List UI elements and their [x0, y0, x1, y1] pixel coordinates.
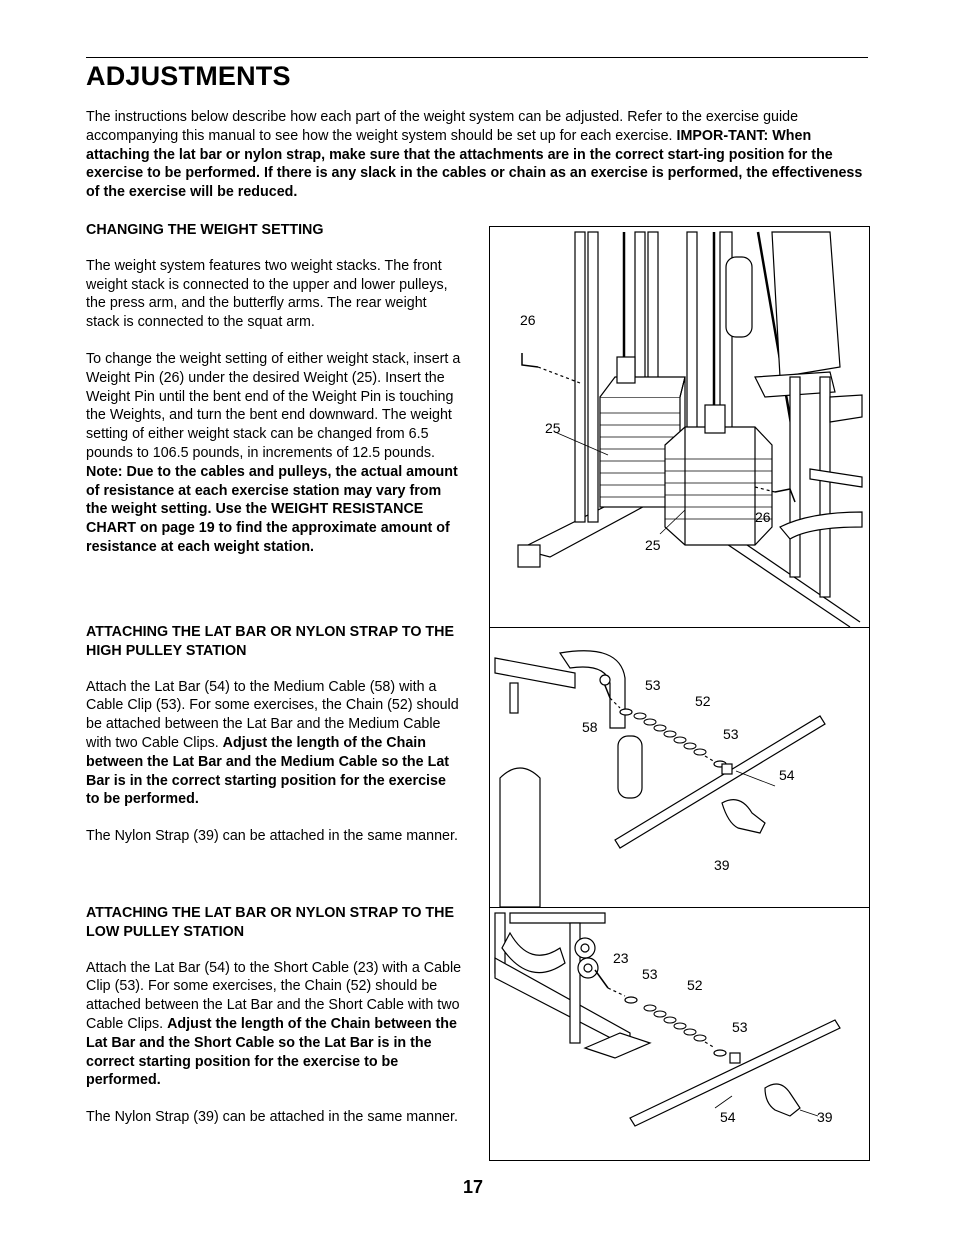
low-pulley-p1: [86, 959, 462, 1091]
fig3-label-23: 23: [613, 950, 629, 966]
low-pulley-p1-text: Attach the Lat Bar (54) to the Short Cable (23) with a Cable Clip (53). For some exercises, the Chain (52) should be attached between the Lat Bar and the Short Cable with two Cable Clips.: [86, 959, 462, 1032]
fig2-label-58: 58: [582, 719, 598, 735]
low-pulley-illustration: [490, 908, 869, 1160]
figure-weight-stacks: [489, 226, 870, 628]
fig3-label-53a: 53: [642, 966, 658, 982]
high-pulley-p1-text: Attach the Lat Bar (54) to the Medium Cable (58) with a Cable Clip (53). For some exercises, the Chain (52) should be attached between the Lat Bar and the Medium Cable with two Cable Clips.: [86, 678, 459, 751]
heading-low-pulley: ATTACHING THE LAT BAR OR NYLON STRAP TO THE LOW PULLEY STATION: [86, 905, 455, 940]
high-pulley-p1: [86, 678, 462, 810]
fig3-label-52: 52: [687, 977, 703, 993]
weight-setting-note: Note: Due to the cables and pulleys, the actual amount of resistance at each exercise station may vary from the weight setting. Use the WEIGHT RESISTANCE CHART on page 19 to find the approximate amount of resistance at each weight station.: [86, 463, 458, 555]
fig3-label-54: 54: [720, 1109, 736, 1125]
fig2-label-52: 52: [695, 693, 711, 709]
figure-low-pulley: [489, 907, 870, 1161]
fig2-label-54: 54: [779, 767, 795, 783]
section-weight-setting: [86, 221, 462, 557]
page-title: ADJUSTMENTS: [86, 61, 291, 91]
fig3-label-39: 39: [817, 1109, 833, 1125]
intro-paragraph: [86, 108, 868, 202]
fig2-label-53b: 53: [723, 726, 739, 742]
section-low-pulley: [86, 904, 462, 1127]
page-number: 17: [463, 1177, 484, 1197]
high-pulley-adjust: Adjust the length of the Chain between the Lat Bar and the Medium Cable so the Lat Bar is in the correct starting position for the exercise to be performed.: [86, 734, 450, 808]
fig1-label-26b: 26: [755, 509, 771, 525]
weight-setting-p1: The weight system features two weight stacks. The front weight stack is connected to the upper and lower pulleys, the press arm, and the butterfly arms. The rear weight stack is connected to the squat arm.: [86, 257, 448, 331]
heading-weight-setting: CHANGING THE WEIGHT SETTING: [86, 222, 324, 238]
weight-stacks-illustration: [490, 227, 869, 627]
weight-setting-p2: [86, 350, 462, 557]
top-rule: [86, 57, 868, 58]
fig1-label-25a: 25: [545, 420, 561, 436]
fig3-label-53b: 53: [732, 1019, 748, 1035]
figure-high-pulley: [489, 627, 870, 908]
heading-high-pulley: ATTACHING THE LAT BAR OR NYLON STRAP TO THE HIGH PULLEY STATION: [86, 624, 455, 659]
intro-important: IMPOR-TANT: When attaching the lat bar or nylon strap, make sure that the attachments are in the correct start-ing position for the exercise to be performed. If there is any slack in the cables or chain as an exercise is performed, the effectiveness of the exercise will be reduced.: [86, 127, 863, 201]
fig2-label-53a: 53: [645, 677, 661, 693]
fig2-label-39: 39: [714, 857, 730, 873]
high-pulley-p2: The Nylon Strap (39) can be attached in the same manner.: [86, 828, 458, 845]
low-pulley-p2: The Nylon Strap (39) can be attached in the same manner.: [86, 1109, 458, 1126]
intro-text: The instructions below describe how each part of the weight system can be adjusted. Refer to the exercise guide accompanying this manual to see how the weight system should be set up for each exercise.: [86, 109, 799, 144]
section-high-pulley: [86, 623, 462, 846]
weight-setting-p2-text: To change the weight setting of either weight stack, insert a Weight Pin (26) under the desired Weight (25). Insert the Weight Pin until the bent end of the Weight Pin is touching the Weights, and turn the bent end downward. The weight setting of either weight stack can be changed from 6.5 pounds to 106.5 pounds, in increments of 12.5 pounds.: [86, 350, 461, 461]
high-pulley-illustration: [490, 628, 869, 907]
low-pulley-adjust: Adjust the length of the Chain between the Lat Bar and the Short Cable so the Lat Bar is in the correct starting position for the exercise to be performed.: [86, 1015, 457, 1089]
fig1-label-25b: 25: [645, 537, 661, 553]
fig1-label-26a: 26: [520, 312, 536, 328]
